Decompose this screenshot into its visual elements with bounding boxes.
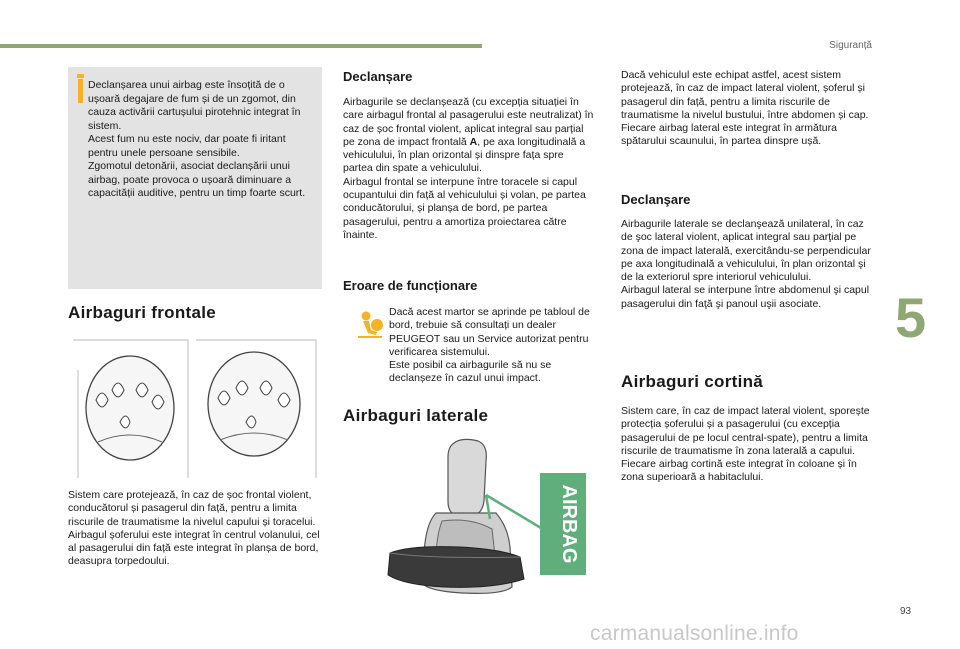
impact-zone-letter: A (469, 135, 478, 148)
laterale-intro: Dacă vehiculul este echipat astfel, acest sistem protejează, în caz de impact lateral violent, șoferul și pasagerul din față, pentru a limita riscurile de traumatisme la nivelul bustului, între abdomen și cap. Fiecare airbag lateral este integrat în armătura spătarului scaunului, în partea dinspre ușă. (621, 69, 869, 148)
airbag-warning-icon (356, 310, 384, 340)
frontal-title: Airbaguri frontale (68, 303, 217, 322)
chapter-number: 5 (895, 286, 927, 349)
declansare-body-start: Airbagurile se declanșează (cu excepția situației în care airbagul frontal al pasagerului este neutralizat) în caz de șoc frontal violent, aplicat integral sau parțial pe zona de impact frontală (343, 96, 594, 148)
watermark: carmanualsonline.info (590, 622, 799, 645)
info-note (68, 67, 322, 289)
info-icon (78, 79, 83, 103)
info-note-text: Declanșarea unui airbag este însoțită de o ușoară degajare de fum și de un zgomot, din cauza activării cartușului pirotehnic integrat în sistem. Acest fum nu este nociv, dar poate fi iritant pentru unele persoane sensibile. Zgomotul detonării, asociat declanșării unui airbag, poate provoca o ușoară diminuare a capacității auditive, pentru un timp foarte scurt. (88, 79, 306, 199)
page-number: 93 (900, 606, 912, 617)
frontal-body: Sistem care protejează, în caz de șoc frontal violent, conducătorul și pasagerul din față, pentru a limita riscurile de traumatisme la nivelul capului și toracelui. Airbagul șoferului este integrat în centrul volanului, cel al pasagerului din față este integrat în planșa de bord, deasupra torpedoului. (68, 489, 320, 568)
declansare-laterale-title: Declanşare (621, 192, 691, 207)
eroare-body: Dacă acest martor se aprinde pe tabloul de bord, trebuie să consultați un dealer PEUGEOT sau un Service autorizat pentru verificarea sistemului. Este posibil ca airbagurile să nu se declanșeze în cazul unui impact. (389, 306, 590, 385)
header-accent-bar (0, 44, 482, 48)
airbag-badge-text: AIRBAG (558, 484, 580, 564)
frontal-airbag-illustration (68, 330, 320, 478)
declansare-body-end: , pe axa longitudinală a vehiculului, în plan orizontal și dinspre fața spre partea din spate a vehiculului. Airbagul frontal se interpune între toracele si capul ocupantului din față al vehiculului și volan, pe partea conducătorului, și planșa de bord, pe partea pasagerului, pentru a amortiza proiectarea către înainte. (343, 135, 586, 241)
info-icon-dot (77, 74, 84, 78)
seat-airbag-illustration (350, 435, 590, 598)
declansare-laterale-body: Airbagurile laterale se declanşează unilateral, în caz de şoc lateral violent, aplicat integral sau parţial pe zona de impact laterală, exercitându-se perpendicular pe axa longitudinală a vehiculului, în plan orizontal şi de la exteriorul spre interiorul vehiculului. Airbagul lateral se interpune între abdomenul şi capul pasagerului din faţă şi panoul uşii asociate. (621, 218, 871, 310)
section-title: Siguranță (829, 40, 872, 51)
declansare-title: Declanșare (343, 69, 413, 84)
cortina-title: Airbaguri cortină (621, 372, 764, 391)
laterale-title: Airbaguri laterale (343, 406, 489, 425)
eroare-title: Eroare de funcționare (343, 278, 478, 293)
declansare-body (343, 96, 595, 242)
cortina-body: Sistem care, în caz de impact lateral violent, sporește protecția șoferului și a pasagerului (cu excepția pasagerului de pe locul central-spate), pentru a limita riscurile de traumatisme în zona laterală a capului. Fiecare airbag cortină este integrat în coloane și în zona superioară a habitaclului. (621, 405, 870, 484)
